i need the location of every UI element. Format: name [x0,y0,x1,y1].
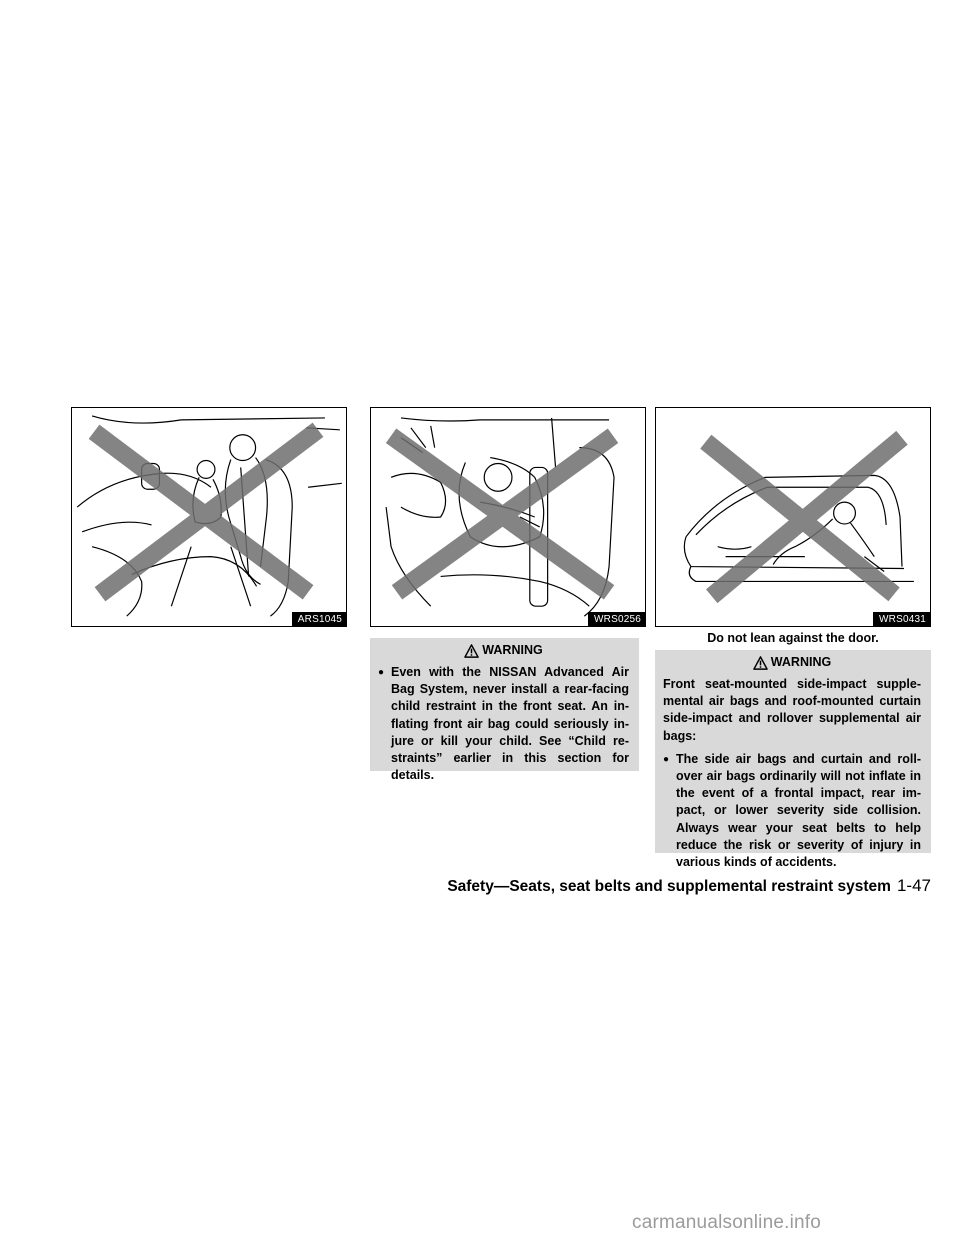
child-on-lap-drawing [72,408,346,626]
warning-intro-text: Front seat-mounted side-impact supple- mental air bags and roof-mounted curtain side-impact and rollover supplemental air bags: [663,677,921,743]
figure-id-label: ARS1045 [292,612,346,626]
figure-id-label: WRS0431 [873,612,930,626]
warning-heading [663,650,921,676]
illustration-child-on-lap [71,407,347,627]
warning-bullet [663,751,921,871]
figure-id-label: WRS0256 [588,612,645,626]
bullet-dot-icon: ● [663,753,670,765]
page-number: 1-47 [896,876,931,895]
warning-bullet-text: The side air bags and curtain and roll- over air bags ordinarily will not inflate in the event of a frontal impact, rear im- pact, or lower severity side collision. Always wear your seat belts to help reduce the risk or severity of injury in various kinds of accidents. [676,751,921,870]
warning-box-child-restraint [370,638,639,783]
warning-triangle-icon [464,644,479,658]
figure-caption: Do not lean against the door. [707,631,879,645]
leaning-on-door-drawing [656,408,930,626]
warning-triangle-icon [753,656,768,670]
warning-box-side-air-bags [655,650,931,870]
bullet-dot-icon: ● [378,667,385,678]
illustration-rear-facing-seat [370,407,646,627]
warning-bullet [378,664,629,784]
warning-heading-text: WARNING [482,643,543,658]
warning-heading-text: WARNING [770,655,832,670]
illustration-leaning-on-door [655,407,931,627]
warning-bullet-text: Even with the NISSAN Advanced Air Bag System, never install a rear-facing child restraint in the front seat. An in- flating front air bag could seriously in- jure or kill your child. See “Child re- straints” earlier in this section for details. [391,665,629,783]
warning-heading [378,638,629,664]
rear-facing-seat-drawing [371,408,645,626]
section-title: Safety—Seats, seat belts and supplemental restraint system [447,878,891,895]
site-watermark: carmanualsonline.info [632,1212,822,1233]
page-footer [421,876,931,896]
